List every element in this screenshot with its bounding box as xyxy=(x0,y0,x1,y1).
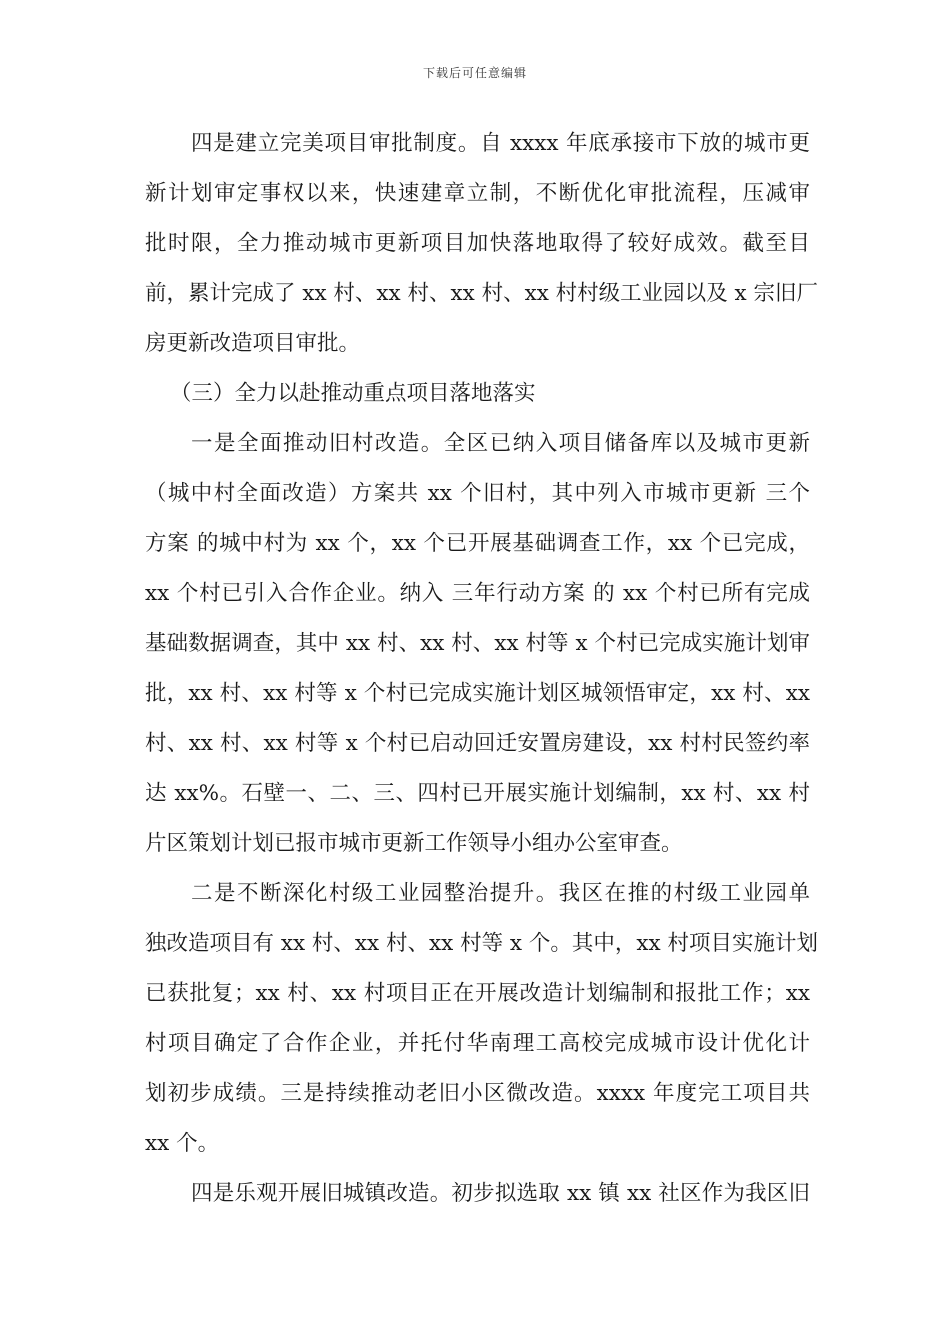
paragraph-line: 片区策划计划已报市城市更新工作领导小组办公室审查。 xyxy=(145,831,683,856)
paragraph-line: xx 个村已引入合作企业。纳入 三年行动方案 的 xx 个村已所有完成 xyxy=(145,581,810,606)
paragraph-line: （城中村全面改造）方案共 xx 个旧村，其中列入市城市更新 三个 xyxy=(145,481,810,506)
paragraph-line: 前，累计完成了 xx 村、xx 村、xx 村、xx 村村级工业园以及 x 宗旧厂 xyxy=(145,281,818,306)
paragraph-line: 四是乐观开展旧城镇改造。初步拟选取 xx 镇 xx 社区作为我区旧 xyxy=(191,1181,810,1206)
paragraph-line: 二是不断深化村级工业园整治提升。我区在推的村级工业园单 xyxy=(191,881,810,906)
paragraph-line: 批时限，全力推动城市更新项目加快落地取得了较好成效。截至目 xyxy=(145,231,810,256)
paragraph-line: 划初步成绩。三是持续推动老旧小区微改造。xxxx 年度完工项目共 xyxy=(145,1081,810,1106)
paragraph-line: 一是全面推动旧村改造。全区已纳入项目储备库以及城市更新 xyxy=(191,431,810,456)
paragraph-line: 批，xx 村、xx 村等 x 个村已完成实施计划区城领悟审定，xx 村、xx xyxy=(145,681,810,706)
paragraph-line: 新计划审定事权以来，快速建章立制，不断优化审批流程，压减审 xyxy=(145,181,810,206)
paragraph-line: xx 个。 xyxy=(145,1131,220,1156)
paragraph-line: 房更新改造项目审批。 xyxy=(145,331,361,356)
paragraph-line: 村项目确定了合作企业，并托付华南理工高校完成城市设计优化计 xyxy=(145,1031,810,1056)
paragraph-line: 已获批复；xx 村、xx 村项目正在开展改造计划编制和报批工作；xx xyxy=(145,981,810,1006)
paragraph-line: 基础数据调查，其中 xx 村、xx 村、xx 村等 x 个村已完成实施计划审 xyxy=(145,631,810,656)
paragraph-line: 独改造项目有 xx 村、xx 村、xx 村等 x 个。其中，xx 村项目实施计划 xyxy=(145,931,818,956)
page-header: 下载后可任意编辑 xyxy=(422,66,527,80)
paragraph-line: 方案 的城中村为 xx 个，xx 个已开展基础调查工作，xx 个已完成， xyxy=(145,531,810,556)
paragraph-line: 达 xx%。石壁一、二、三、四村已开展实施计划编制，xx 村、xx 村 xyxy=(145,781,810,806)
section-heading: （三）全力以赴推动重点项目落地落实 xyxy=(170,381,536,406)
paragraph-line: 四是建立完美项目审批制度。自 xxxx 年底承接市下放的城市更 xyxy=(191,131,810,156)
paragraph-line: 村、xx 村、xx 村等 x 个村已启动回迁安置房建设，xx 村村民签约率 xyxy=(145,731,810,756)
